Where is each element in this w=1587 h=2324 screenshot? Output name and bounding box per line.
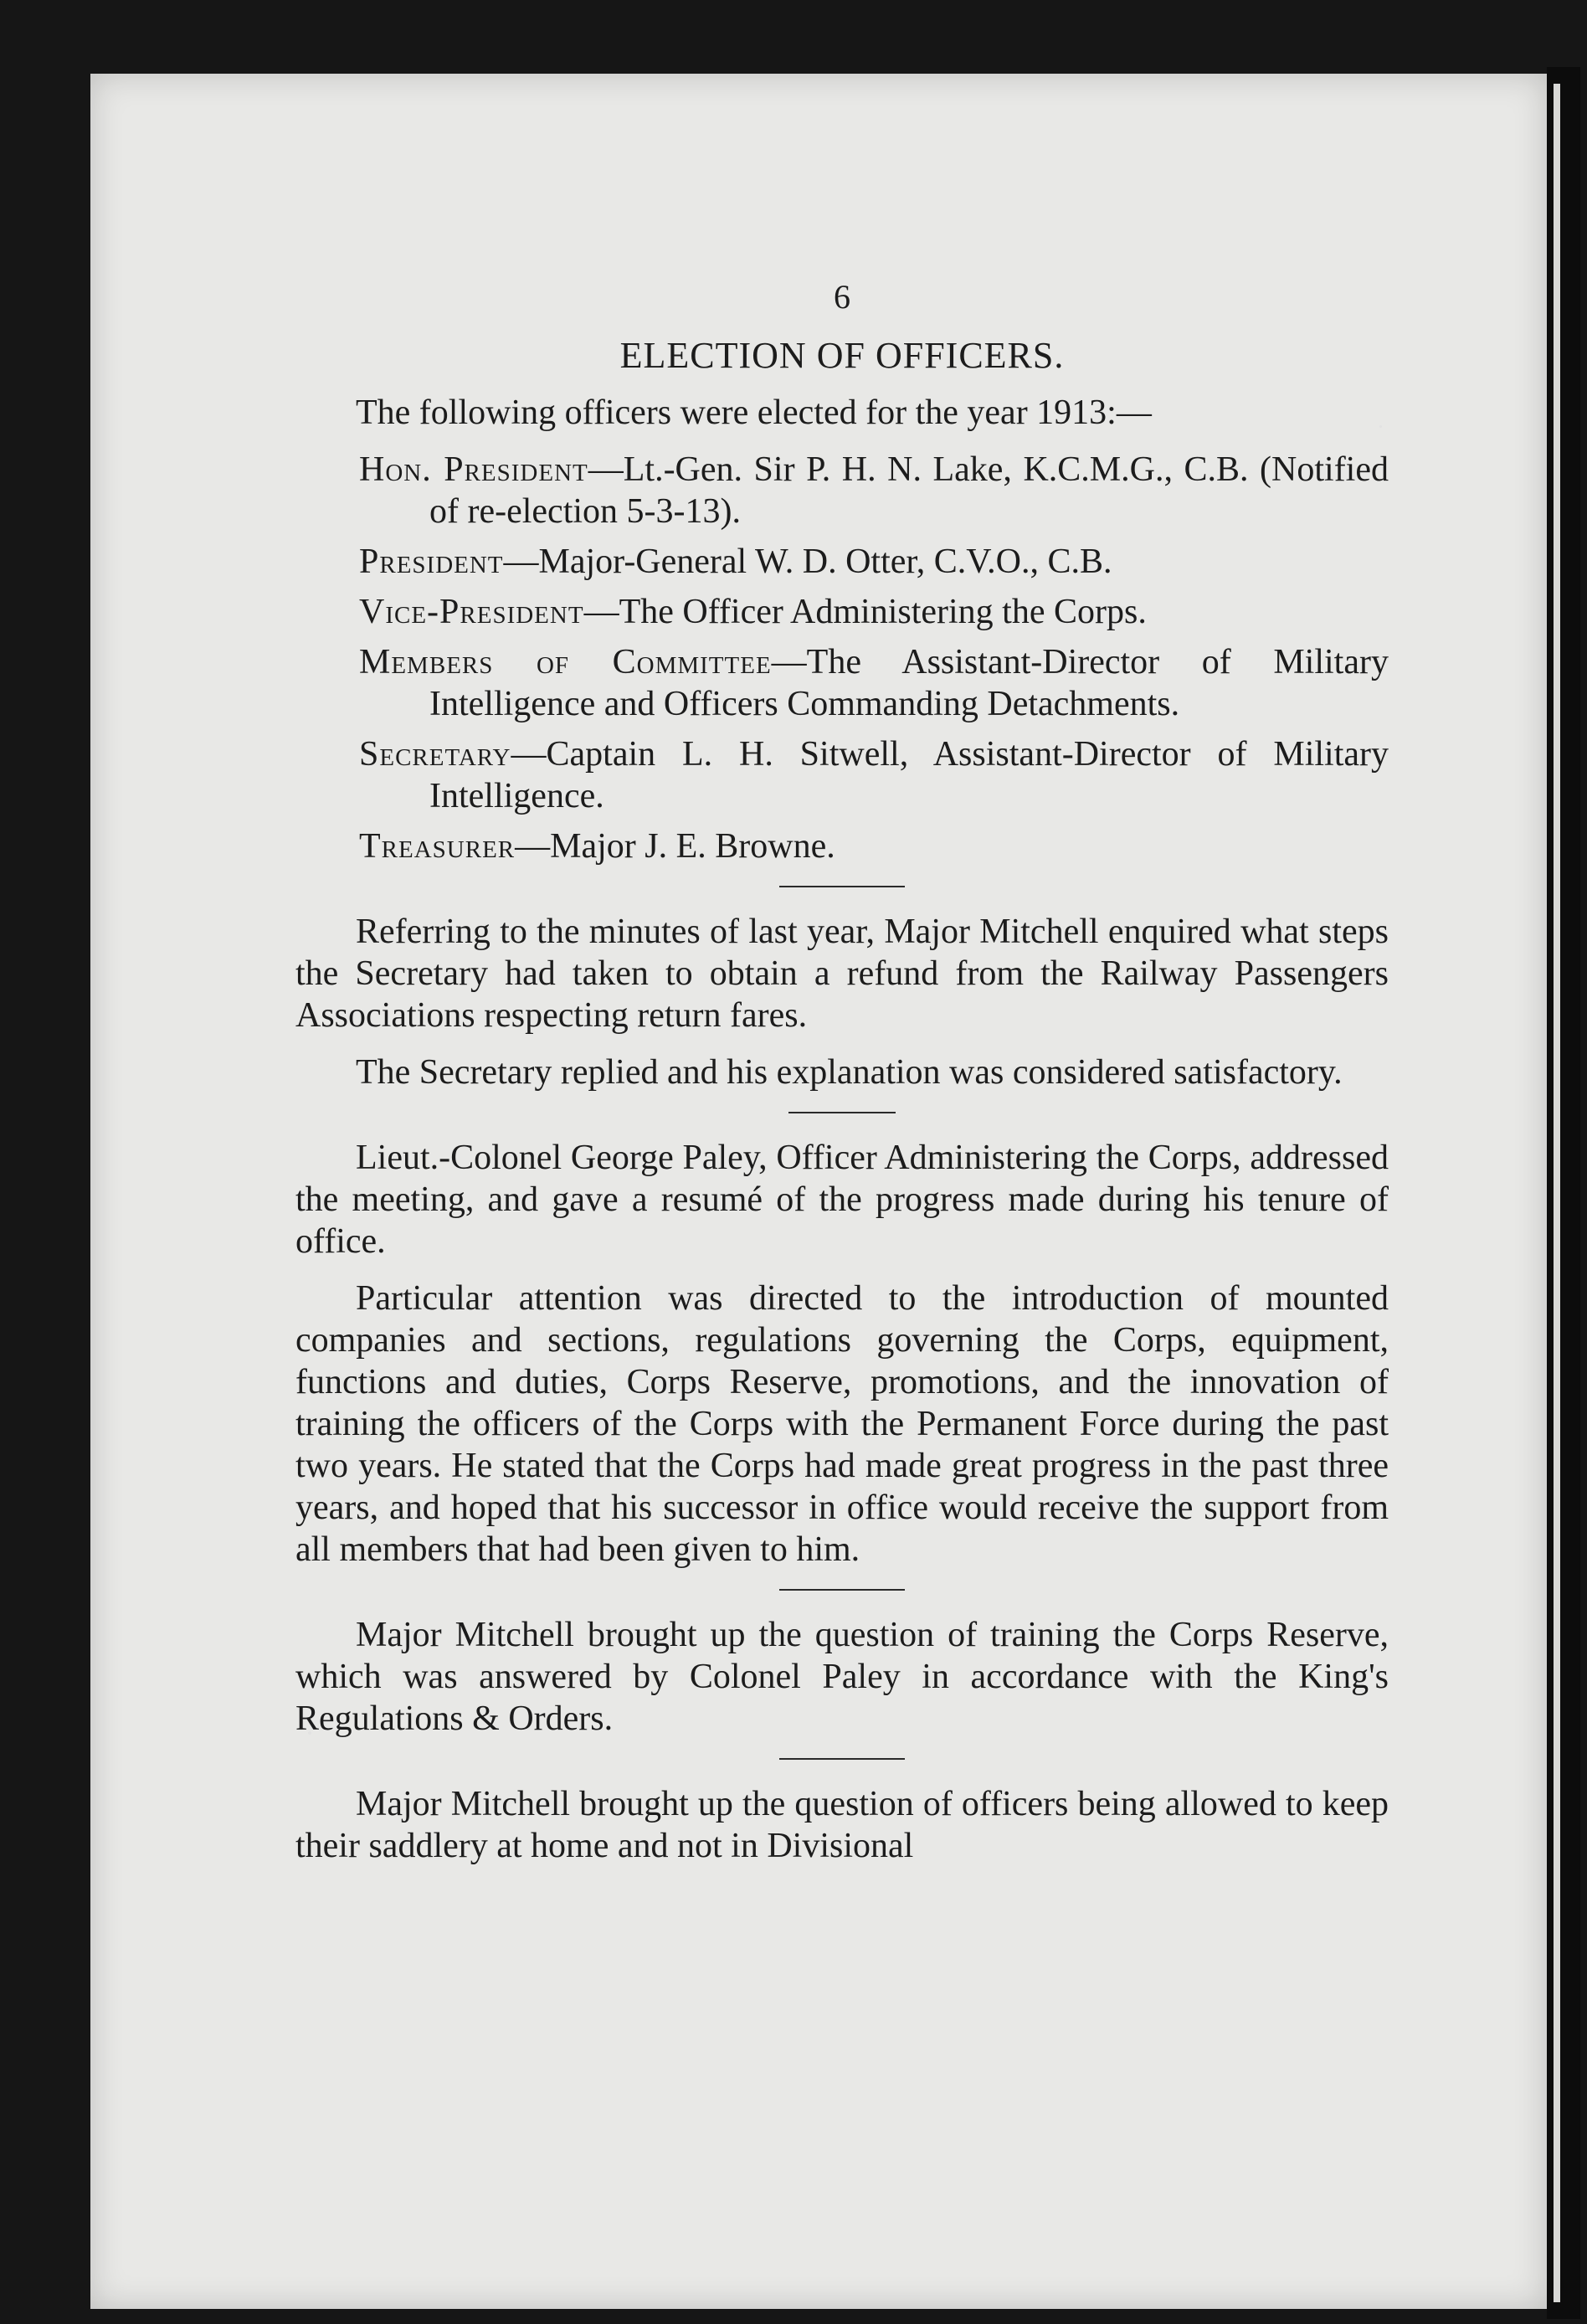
officer-entry (295, 449, 1389, 532)
officer-entry (295, 733, 1389, 817)
officer-detail: —Lt.-Gen. Sir P. H. N. Lake, K.C.M.G., C.B. (Notified of re-election 5-3-13). (429, 450, 1389, 531)
officer-detail: —Major J. E. Browne. (515, 827, 835, 866)
officer-title: Hon. President (359, 450, 588, 489)
officer-title: Vice-President (359, 593, 584, 631)
intro-paragraph: The following officers were elected for the year 1913:— (356, 393, 1152, 432)
section-heading: ELECTION OF OFFICERS. (619, 335, 1065, 376)
adjacent-page-strip (1554, 84, 1560, 2302)
section-divider (779, 886, 905, 887)
section-divider (779, 1589, 905, 1591)
officer-detail: —The Assistant-Director of Military Intelligence and Officers Commanding Detachments. (429, 643, 1389, 723)
page-text (295, 276, 1389, 1882)
officer-detail: —Captain L. H. Sitwell, Assistant-Director of Military Intelligence. (429, 735, 1389, 815)
officer-title: President (359, 542, 504, 581)
officer-detail: —Major-General W. D. Otter, C.V.O., C.B. (503, 542, 1112, 581)
body-paragraph: Particular attention was directed to the introduction of mounted companies and sections, regulations governing the Corps, equipment, functions and duties, Corps Reserve, promotions, and the innovation of training the officers of the Corps with the Permanent Force during the past two years. He stated that the Corps had made great progress in the past three years, and hoped that his successor in office would receive the support from all members that had been given to him. (295, 1279, 1389, 1569)
page-number: 6 (834, 278, 850, 316)
page-binding-edge (1547, 67, 1580, 2319)
officer-entry (295, 825, 1389, 867)
officer-detail: —The Officer Administering the Corps. (583, 593, 1147, 631)
body-paragraph: Referring to the minutes of last year, Major Mitchell enquired what steps the Secretary had taken to obtain a refund from the Railway Passengers Associations respecting return fares. (295, 913, 1389, 1035)
body-paragraph: The Secretary replied and his explanation was considered satisfactory. (356, 1053, 1343, 1092)
body-paragraph: Lieut.-Colonel George Paley, Officer Administering the Corps, addressed the meeting, and gave a resumé of the progress made during his tenure of office. (295, 1139, 1389, 1261)
section-divider (779, 1758, 905, 1760)
officer-title: Secretary (359, 735, 511, 774)
officer-title: Members of Committee (359, 643, 772, 681)
officer-title: Treasurer (359, 827, 516, 866)
body-paragraph: Major Mitchell brought up the question of training the Corps Reserve, which was answered by Colonel Paley in accordance with the King's Regulations & Orders. (295, 1616, 1389, 1738)
officer-entry (295, 591, 1389, 633)
body-paragraph: Major Mitchell brought up the question of officers being allowed to keep their saddlery at home and not in Divisional (295, 1785, 1389, 1865)
officer-entry (295, 541, 1389, 583)
section-divider (788, 1112, 896, 1113)
officer-entry (295, 641, 1389, 725)
